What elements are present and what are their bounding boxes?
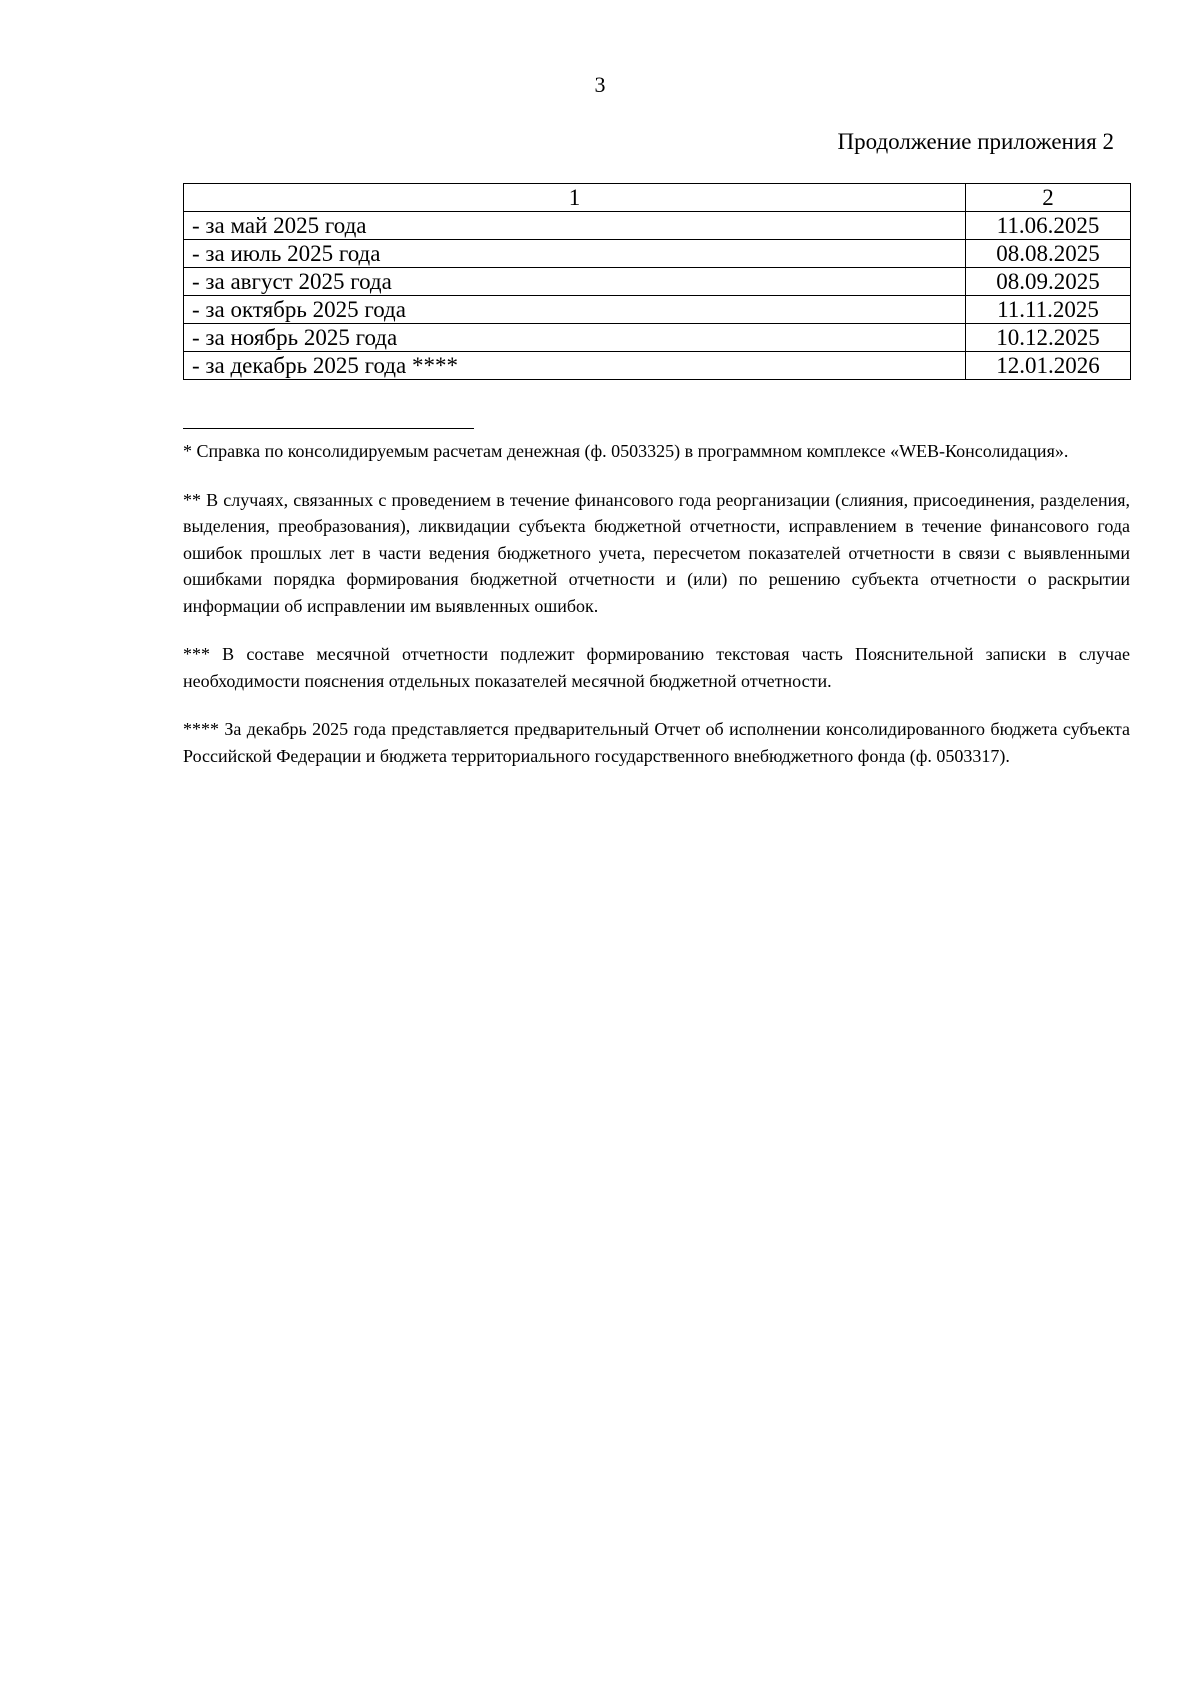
period-cell: - за ноябрь 2025 года [184, 324, 966, 352]
footnotes [183, 438, 1130, 791]
table-row [184, 240, 1131, 268]
continuation-title: Продолжение приложения 2 [837, 129, 1114, 154]
period-cell: - за август 2025 года [184, 268, 966, 296]
table-header-row [184, 184, 1131, 212]
schedule-table [183, 183, 1131, 380]
period-cell: - за декабрь 2025 года **** [184, 352, 966, 380]
table-row [184, 268, 1131, 296]
date-cell: 11.11.2025 [966, 296, 1131, 324]
table-row [184, 296, 1131, 324]
table-header-cell: 2 [966, 184, 1131, 212]
period-cell: - за октябрь 2025 года [184, 296, 966, 324]
footnote-1: * Справка по консолидируемым расчетам денежная (ф. 0503325) в программном комплексе «WEB-Консолидация». [183, 441, 1069, 461]
table-header-cell: 1 [184, 184, 966, 212]
period-cell: - за июль 2025 года [184, 240, 966, 268]
date-cell: 12.01.2026 [966, 352, 1131, 380]
date-cell: 11.06.2025 [966, 212, 1131, 240]
footnote-2: ** В случаях, связанных с проведением в течение финансового года реорганизации (слияния, присоединения, разделения, выделения, преобразования), ликвидации субъекта бюджетной отчетности, исправлением в течение финансового года ошибок прошлых лет в части ведения бюджетного учета, пересчетом показателей отчетности в связи с выявленными ошибками порядка формирования бюджетной отчетности и (или) по решению субъекта отчетности о раскрытии информации об исправлении им выявленных ошибок. [183, 489, 1130, 616]
date-cell: 08.09.2025 [966, 268, 1131, 296]
table-row [184, 352, 1131, 380]
date-cell: 08.08.2025 [966, 240, 1131, 268]
footnote-separator [183, 428, 474, 429]
footnote-3: *** В составе месячной отчетности подлежит формированию текстовая часть Пояснительной записки в случае необходимости пояснения отдельных показателей месячной бюджетной отчетности. [183, 644, 1130, 691]
footnote-4: **** За декабрь 2025 года представляется предварительный Отчет об исполнении консолидированного бюджета субъекта Российской Федерации и бюджета территориального государственного внебюджетного фонда (ф. 0503317). [183, 719, 1130, 766]
page-number: 3 [594, 72, 606, 97]
period-cell: - за май 2025 года [184, 212, 966, 240]
table-row [184, 212, 1131, 240]
table-row [184, 324, 1131, 352]
date-cell: 10.12.2025 [966, 324, 1131, 352]
